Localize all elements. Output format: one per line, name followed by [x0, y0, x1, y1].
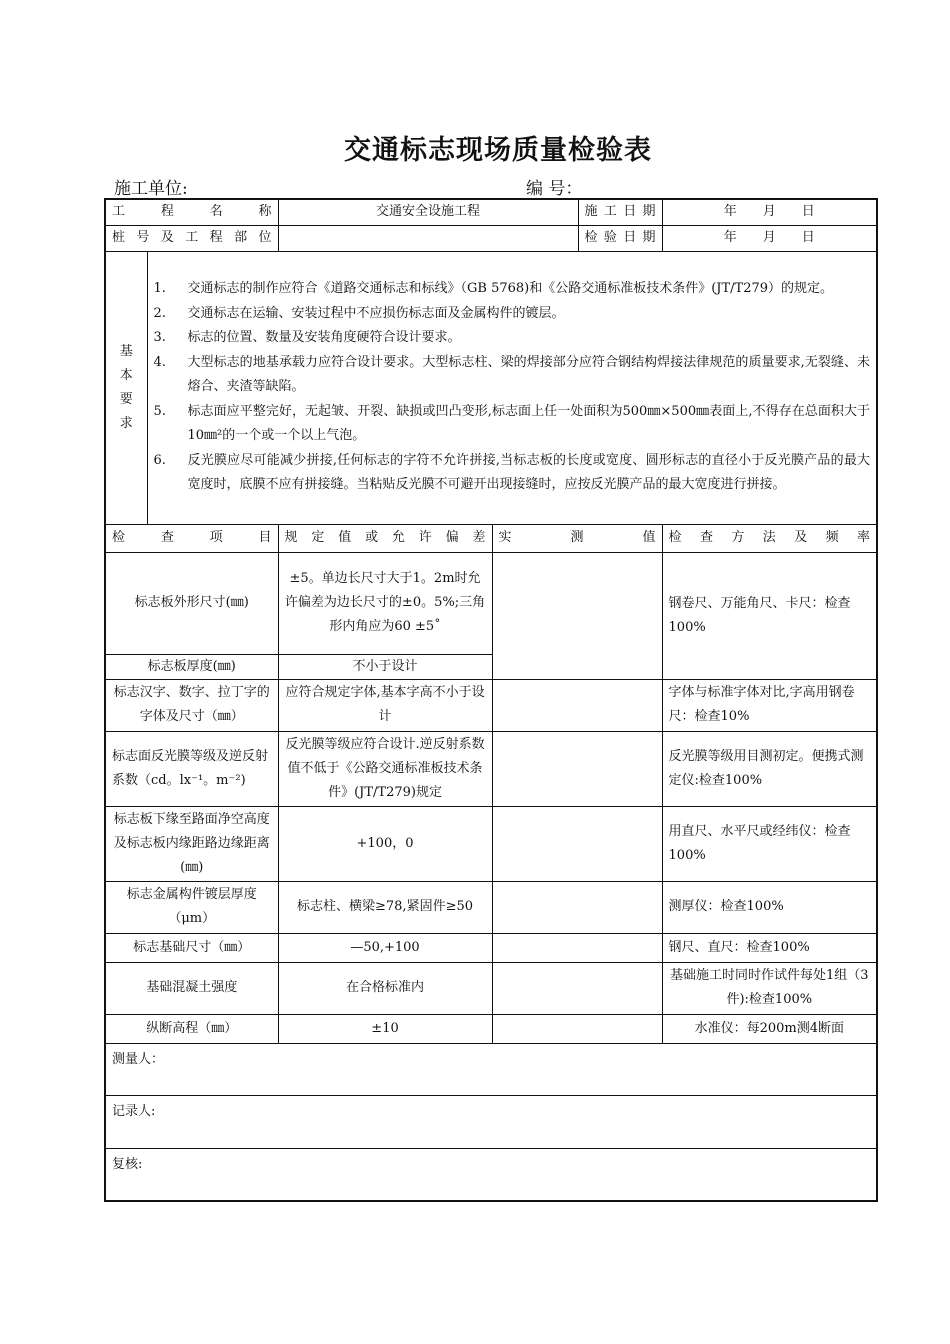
measured-value[interactable] [492, 933, 662, 962]
requirement-item [154, 400, 871, 449]
table-row [105, 552, 877, 654]
project-name-label: 工 程 名 称 [105, 199, 278, 225]
check-method: 水准仪：每200m测4断面 [662, 1014, 877, 1043]
construction-date-label: 施工日期 [578, 199, 662, 225]
table-row [105, 962, 877, 1014]
table-row [105, 806, 877, 881]
measured-value[interactable] [492, 679, 662, 731]
check-item: 标志金属构件镀层厚度（μm） [105, 881, 278, 933]
check-method: 测厚仪：检查100% [662, 881, 877, 933]
col-header-method: 检查方法及频率 [662, 524, 877, 552]
requirement-number: 6. [153, 452, 166, 468]
check-item: 标志面反光膜等级及逆反射系数（cd。lx⁻¹。m⁻²) [105, 731, 278, 806]
spec-value: +100，0 [278, 806, 492, 881]
construction-unit-field [114, 174, 306, 199]
requirements-row [105, 251, 877, 524]
project-name-row [105, 199, 877, 225]
check-item: 标志板外形尺寸(㎜) [105, 552, 278, 654]
measured-value[interactable] [492, 962, 662, 1014]
requirement-text: 标志面应平整完好，无起皱、开裂、缺损或凹凸变形,标志面上任一处面积为500㎜×500㎜表面上,不得存在总面积大于10㎜²的一个或一个以上气泡。 [187, 403, 871, 444]
requirement-item [154, 326, 871, 351]
check-method: 反光膜等级用目测初定。便携式测定仪:检查100% [662, 731, 877, 806]
construction-unit-label: 施工单位: [114, 179, 188, 199]
spec-value: 不小于设计 [278, 654, 492, 679]
measured-value[interactable] [492, 552, 662, 679]
reviewer-row [105, 1148, 877, 1201]
check-item: 标志板厚度(㎜) [105, 654, 278, 679]
surveyor-signature-field[interactable]: 测量人： [105, 1043, 877, 1095]
requirement-item [154, 302, 871, 327]
requirement-text: 大型标志的地基承载力应符合设计要求。大型标志柱、梁的焊接部分应符合钢结构焊接法律规范的质量要求,无裂缝、未熔合、夹渣等缺陷。 [187, 354, 871, 395]
requirement-number: 4. [153, 354, 166, 370]
project-name-value: 交通安全设施工程 [278, 199, 578, 225]
reviewer-signature-field[interactable]: 复核: [105, 1148, 877, 1201]
col-header-measured: 实 测 值 [492, 524, 662, 552]
requirements-list [147, 251, 877, 524]
table-row [105, 933, 877, 962]
station-label: 桩号及工程部位 [105, 225, 278, 251]
form-number-label: 编 号： [526, 179, 583, 199]
table-row [105, 679, 877, 731]
inspection-table [104, 198, 878, 1202]
measured-value[interactable] [492, 1014, 662, 1043]
requirement-text: 标志的位置、数量及安装角度硬符合设计要求。 [187, 330, 461, 346]
spec-value: —50,+100 [278, 933, 492, 962]
construction-unit-blank[interactable] [188, 181, 306, 199]
station-value[interactable] [278, 225, 578, 251]
spec-value: ±10 [278, 1014, 492, 1043]
requirements-label: 基 本 要 求 [105, 251, 147, 524]
recorder-row [105, 1095, 877, 1148]
form-number-blank[interactable] [582, 181, 618, 199]
measured-value[interactable] [492, 731, 662, 806]
requirement-text: 反光膜应尽可能减少拼接,任何标志的字符不允许拼接,当标志板的长度或宽度、圆形标志的直径小于反光膜产品的最大宽度时，底膜不应有拼接缝。当粘贴反光膜不可避开出现接缝时，应按反光膜产品的最大宽度进行拼接。 [187, 452, 871, 493]
column-header-row [105, 524, 877, 552]
page-title: 交通标志现场质量检验表 [344, 135, 652, 166]
check-item: 标志基础尺寸（㎜） [105, 933, 278, 962]
check-item: 纵断高程（㎜） [105, 1014, 278, 1043]
requirement-item [154, 449, 871, 498]
check-item: 标志板下缘至路面净空高度及标志板内缘距路边缘距离(㎜) [105, 806, 278, 881]
spec-value: 在合格标准内 [278, 962, 492, 1014]
requirement-number: 3. [153, 330, 166, 346]
table-row [105, 731, 877, 806]
check-method: 字体与标准字体对比,字高用钢卷尺：检查10% [662, 679, 877, 731]
col-header-spec: 规定值或允许偏差 [278, 524, 492, 552]
requirement-number: 2. [153, 305, 166, 321]
construction-date-value[interactable]: 年 月 日 [662, 199, 877, 225]
check-method: 钢卷尺、万能角尺、卡尺：检查100% [662, 552, 877, 679]
requirement-item [154, 277, 871, 302]
table-row [105, 1014, 877, 1043]
station-row [105, 225, 877, 251]
spec-value: ±5。单边长尺寸大于1。2m时允许偏差为边长尺寸的±0。5%;三角形内角应为60 ±5˚ [278, 552, 492, 654]
spec-value: 应符合规定字体,基本字高不小于设计 [278, 679, 492, 731]
spec-value: 标志柱、横梁≥78,紧固件≥50 [278, 881, 492, 933]
check-method: 基础施工时同时作试件每处1组（3件):检查100% [662, 962, 877, 1014]
requirement-item [154, 351, 871, 400]
col-header-item: 检 查 项 目 [105, 524, 278, 552]
check-item: 基础混凝土强度 [105, 962, 278, 1014]
table-row [105, 881, 877, 933]
requirement-number: 5. [153, 403, 166, 419]
inspection-date-label: 检验日期 [578, 225, 662, 251]
measured-value[interactable] [492, 881, 662, 933]
check-item: 标志汉字、数字、拉丁字的字体及尺寸（㎜） [105, 679, 278, 731]
requirement-text: 交通标志的制作应符合《道路交通标志和标线》（GB 5768)和《公路交通标准板技术条件》(JT/T279）的规定。 [187, 281, 834, 297]
recorder-signature-field[interactable]: 记录人: [105, 1095, 877, 1148]
form-number-field [526, 174, 618, 199]
measured-value[interactable] [492, 806, 662, 881]
inspection-date-value[interactable]: 年 月 日 [662, 225, 877, 251]
check-method: 钢尺、直尺：检查100% [662, 933, 877, 962]
surveyor-row [105, 1043, 877, 1095]
spec-value: 反光膜等级应符合设计.逆反射系数值不低于《公路交通标准板技术条件》(JT/T279)规定 [278, 731, 492, 806]
check-method: 用直尺、水平尺或经纬仪：检查100% [662, 806, 877, 881]
requirement-number: 1. [153, 281, 166, 297]
requirement-text: 交通标志在运输、安装过程中不应损伤标志面及金属构件的镀层。 [187, 305, 565, 321]
